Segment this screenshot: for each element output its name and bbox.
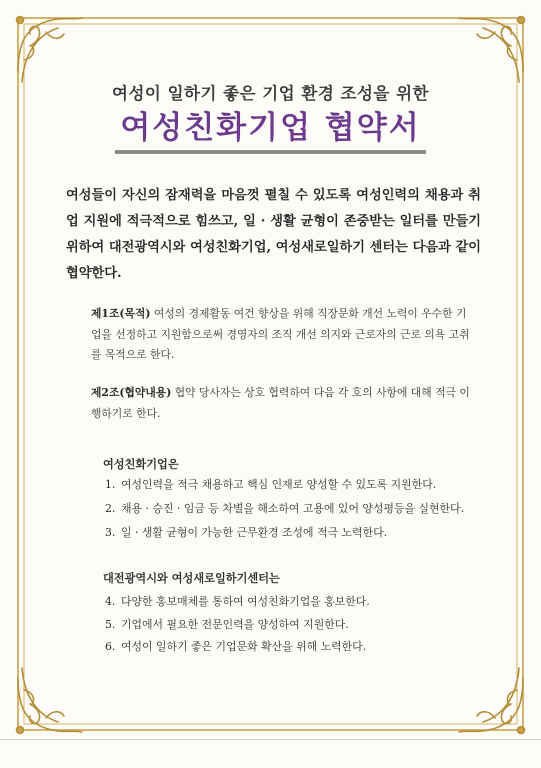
list-item xyxy=(105,616,349,632)
list-item-number: 2. xyxy=(105,502,116,515)
list-item-number: 4. xyxy=(105,595,116,608)
article-2-body: 협약 당사자는 상호 협력하여 다음 각 호의 사항에 대해 적극 이행하기로 한다. xyxy=(91,386,470,420)
list-item xyxy=(105,593,370,609)
list-item xyxy=(105,524,387,540)
ornamental-corner-icon xyxy=(449,658,529,738)
list-item-text: 채용 · 승진 · 임금 등 차별을 해소하여 고용에 있어 양성평등을 실현한다. xyxy=(121,502,465,515)
list-item xyxy=(105,476,436,492)
ornamental-corner-icon xyxy=(12,658,92,738)
list-item-number: 3. xyxy=(105,526,116,539)
article-2 xyxy=(91,383,473,424)
article-1 xyxy=(91,304,473,366)
article-1-body: 여성의 경제활동 여건 향상을 위해 직장문화 개선 노력이 우수한 기업을 선정하고 지원함으로써 경영자의 조직 개선 의지와 근로자의 근로 의욕 고취를 목적으로 한다. xyxy=(91,307,470,361)
document-subtitle: 여성이 일하기 좋은 기업 환경 조성을 위한 xyxy=(112,84,429,103)
intro-paragraph: 여성들이 자신의 잠재력을 마음껏 펼칠 수 있도록 여성인력의 채용과 취업 지원에 적극적으로 힘쓰고, 일 · 생활 균형이 존중받는 일터를 만들기 위하여 대전광역시와 여성친화기업, 여성새로일하기 센터는 다음과 같이 협약한다. xyxy=(66,188,481,281)
group-2-heading: 대전광역시와 여성새로일하기센터는 xyxy=(103,571,280,585)
group-1-heading: 여성친화기업은 xyxy=(103,457,179,471)
list-item-text: 일 · 생활 균형이 가능한 근무환경 조성에 적극 노력한다. xyxy=(121,526,388,539)
list-item-text: 다양한 홍보매체를 통하여 여성친화기업을 홍보한다. xyxy=(121,595,370,608)
list-item-number: 6. xyxy=(105,640,116,653)
page-bottom-edge xyxy=(0,739,541,740)
list-item-number: 5. xyxy=(105,618,116,631)
title-divider xyxy=(115,150,426,154)
article-2-heading: 제2조(협약내용) xyxy=(91,386,172,399)
list-item-text: 여성이 일하기 좋은 기업문화 확산을 위해 노력한다. xyxy=(121,640,367,653)
list-item-text: 기업에서 필요한 전문인력을 양성하여 지원한다. xyxy=(121,618,349,631)
list-item xyxy=(105,638,366,654)
list-item xyxy=(105,500,464,516)
article-1-heading: 제1조(목적) xyxy=(91,307,151,320)
list-item-text: 여성인력을 적극 채용하고 핵심 인재로 양성할 수 있도록 지원한다. xyxy=(121,478,437,491)
document-title: 여성친화기업 협약서 xyxy=(120,110,421,146)
list-item-number: 1. xyxy=(105,478,116,491)
